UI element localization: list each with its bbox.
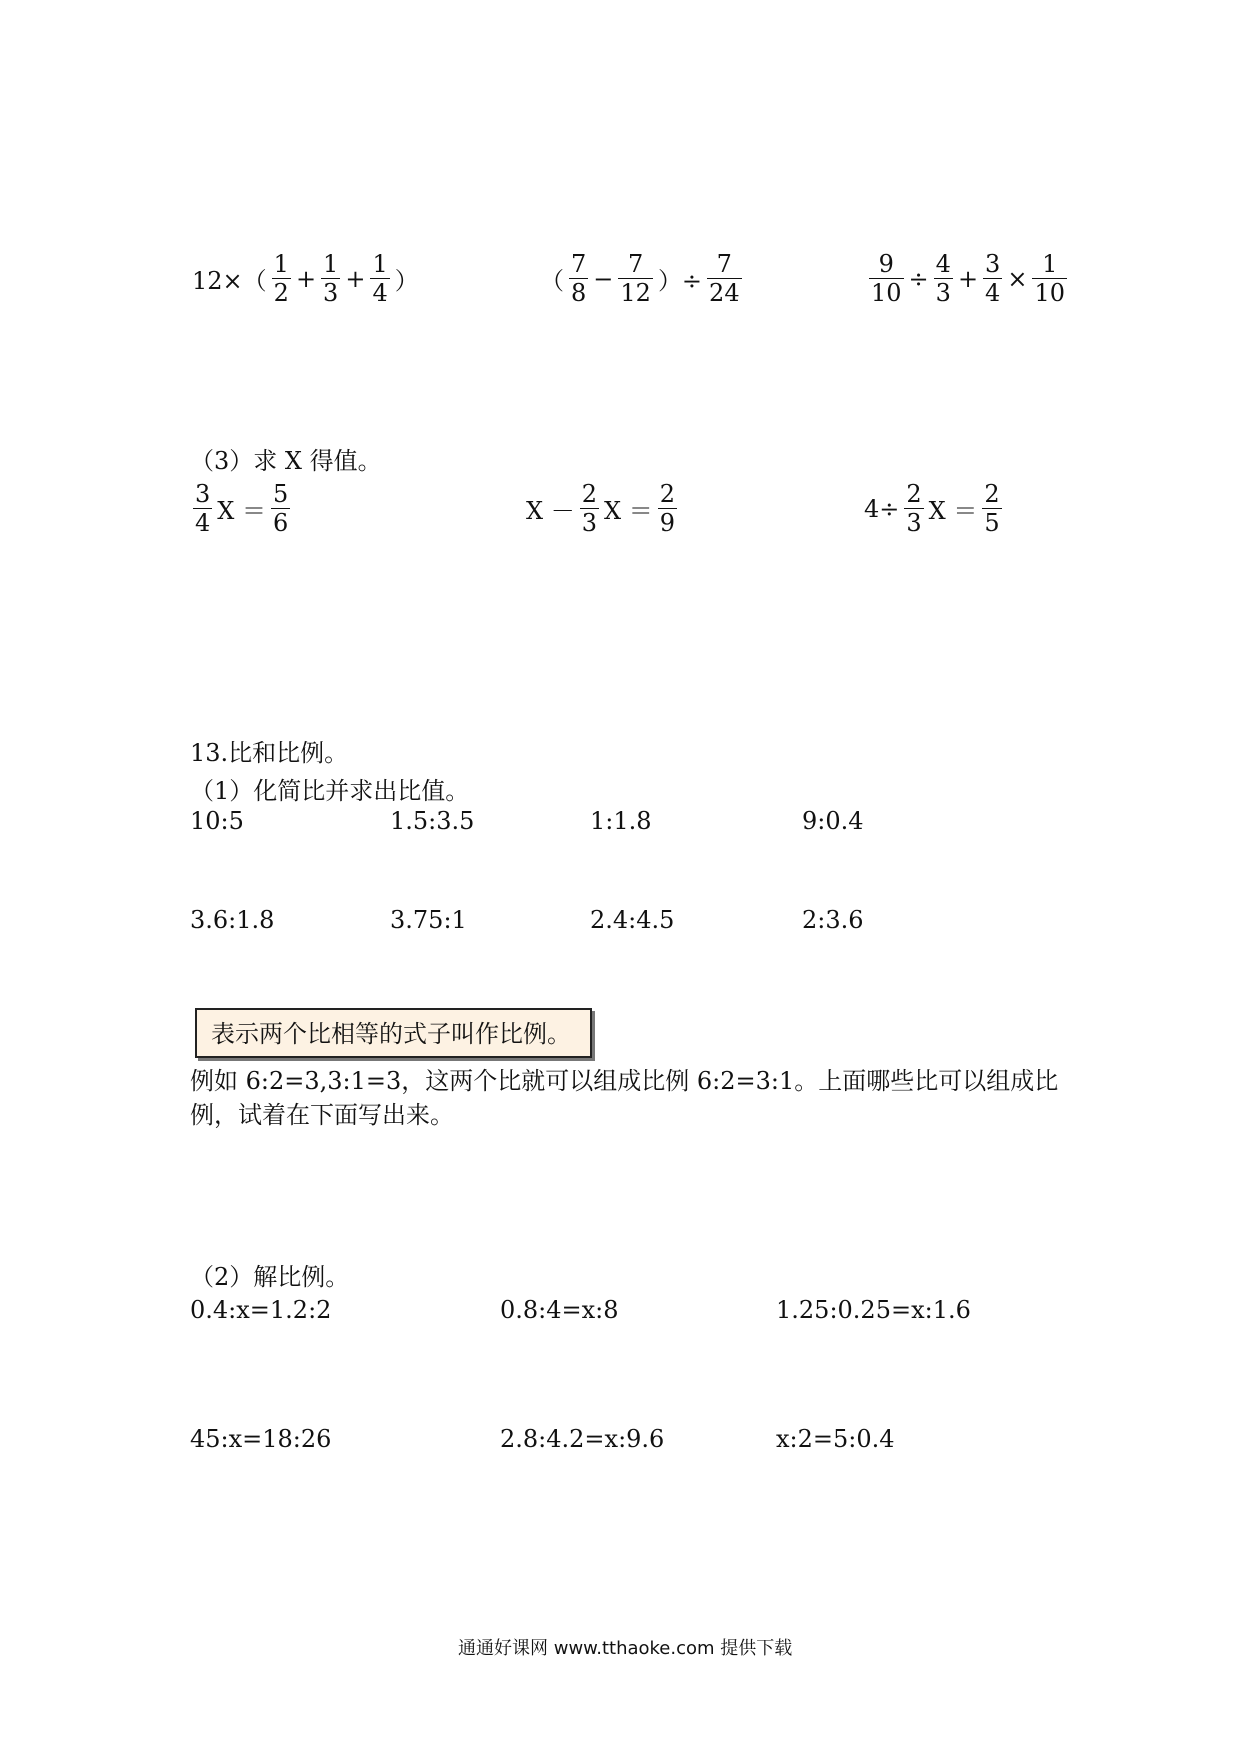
fraction-numerator: 3 (985, 250, 1001, 278)
fraction-numerator: 2 (984, 480, 1000, 508)
fraction (272, 250, 291, 307)
fraction-numerator: 1 (1042, 250, 1058, 278)
expression-text: + (957, 264, 979, 293)
fraction-denominator: 10 (1034, 279, 1065, 307)
fraction (983, 250, 1002, 307)
calc-problem-1 (190, 250, 421, 307)
proportion-item: 0.8:4=x:8 (500, 1296, 619, 1324)
fraction (569, 250, 588, 307)
expression-text: （ (540, 267, 564, 295)
fraction-numerator: 7 (716, 250, 732, 278)
proportion-item: 2.8:4.2=x:9.6 (500, 1425, 665, 1453)
fraction (580, 480, 599, 537)
fraction (904, 480, 923, 537)
proportion-item: 1.25:0.25=x:1.6 (776, 1296, 971, 1324)
equation-2 (524, 480, 680, 537)
fraction-numerator: 2 (906, 480, 922, 508)
fraction (869, 250, 904, 307)
ratio-item: 2.4:4.5 (590, 906, 675, 934)
fraction-denominator: 3 (906, 509, 922, 537)
fraction (370, 250, 389, 307)
fraction-denominator: 5 (984, 509, 1000, 537)
proportion-item: 45:x=18:26 (190, 1425, 332, 1453)
expression-text: X ＝ (604, 497, 653, 525)
fraction-numerator: 7 (571, 250, 587, 278)
fraction-numerator: 7 (628, 250, 644, 278)
ratio-item: 10:5 (190, 807, 244, 835)
fraction-numerator: 1 (372, 250, 388, 278)
expression-text: 12×（ (192, 267, 267, 295)
fraction-numerator: 9 (878, 250, 894, 278)
question-13-sub1: （1）化简比并求出比值。 (190, 777, 470, 805)
proportion-item: 0.4:x=1.2:2 (190, 1296, 332, 1324)
expression-text: ）÷ (657, 267, 703, 295)
fraction-numerator: 1 (273, 250, 289, 278)
example-line-1: 例如 6:2=3,3:1=3，这两个比就可以组成比例 6:2=3:1。上面哪些比可以组成比 (190, 1067, 1059, 1095)
fraction-numerator: 4 (935, 250, 951, 278)
ratio-item: 3.6:1.8 (190, 906, 275, 934)
fraction (321, 250, 340, 307)
fraction-denominator: 2 (273, 279, 289, 307)
example-line-2: 例，试着在下面写出来。 (190, 1101, 454, 1129)
fraction (1032, 250, 1067, 307)
fraction (982, 480, 1001, 537)
fraction-numerator: 3 (195, 480, 211, 508)
fraction (193, 480, 212, 537)
ratio-item: 1.5:3.5 (390, 807, 475, 835)
expression-text: + (295, 264, 317, 293)
fraction-numerator: 2 (581, 480, 597, 508)
calc-problem-3 (866, 250, 1070, 307)
definition-callout (195, 1008, 592, 1058)
expression-text: − (593, 264, 614, 293)
fraction-numerator: 2 (659, 480, 675, 508)
fraction-denominator: 4 (985, 279, 1001, 307)
fraction (271, 480, 290, 537)
expression-text: + (345, 264, 366, 293)
fraction-denominator: 4 (195, 509, 211, 537)
fraction (658, 480, 677, 537)
proportion-item: x:2=5:0.4 (776, 1425, 895, 1453)
equation-1 (190, 480, 293, 537)
fraction (707, 250, 742, 307)
fraction-denominator: 24 (709, 279, 740, 307)
fraction (934, 250, 953, 307)
expression-text: ） (394, 267, 419, 295)
fraction-denominator: 3 (581, 509, 597, 537)
question-13-title: 13.比和比例。 (190, 739, 349, 767)
expression-text: 4÷ (864, 494, 900, 523)
ratio-item: 3.75:1 (390, 906, 467, 934)
ratio-item: 9:0.4 (802, 807, 864, 835)
calc-problem-2 (538, 250, 745, 307)
fraction-numerator: 1 (323, 250, 339, 278)
expression-text: × (1007, 264, 1028, 293)
fraction-numerator: 5 (273, 480, 289, 508)
equation-3 (862, 480, 1005, 537)
question-13-sub2: （2）解比例。 (190, 1263, 350, 1291)
expression-text: X ＝ (217, 497, 266, 525)
ratio-item: 1:1.8 (590, 807, 652, 835)
fraction-denominator: 12 (620, 279, 651, 307)
fraction-denominator: 6 (273, 509, 289, 537)
fraction-denominator: 9 (659, 509, 675, 537)
definition-text: 表示两个比相等的式子叫作比例。 (211, 1020, 571, 1048)
fraction-denominator: 3 (935, 279, 951, 307)
footer-source: 通通好课网 www.tthaoke.com 提供下载 (458, 1638, 793, 1659)
ratio-item: 2:3.6 (802, 906, 864, 934)
fraction-denominator: 4 (372, 279, 388, 307)
expression-text: ÷ (908, 264, 929, 293)
fraction (618, 250, 653, 307)
fraction-denominator: 8 (571, 279, 587, 307)
fraction-denominator: 3 (323, 279, 339, 307)
expression-text: X － (526, 497, 575, 525)
expression-text: X ＝ (928, 497, 978, 525)
fraction-denominator: 10 (871, 279, 902, 307)
section3-heading: （3）求 X 得值。 (190, 447, 382, 475)
